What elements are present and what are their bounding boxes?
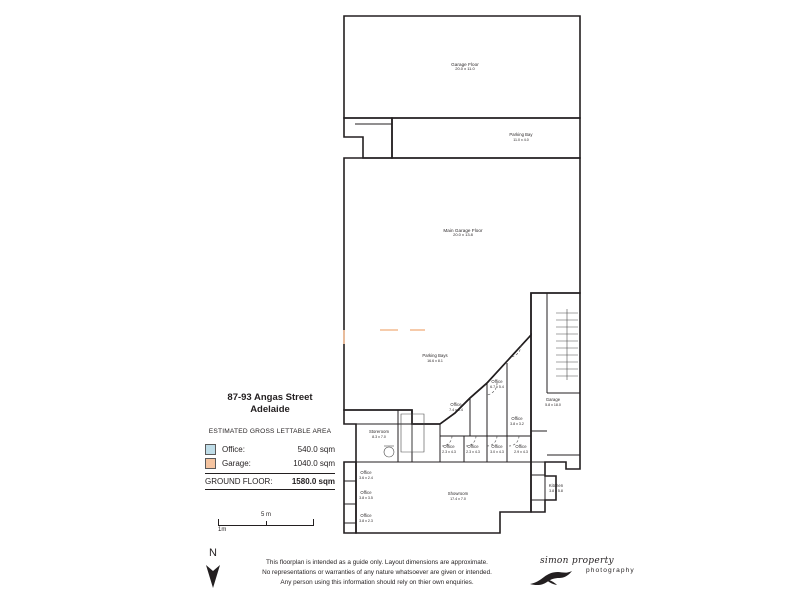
title-legend-block	[205, 392, 335, 490]
legend-label-garage: Garage:	[222, 458, 251, 468]
area-parking-bay	[392, 118, 580, 158]
room-name: Garage Floor	[451, 62, 479, 67]
disclaimer-line-1: This floorplan is intended as a guide only. Layout dimensions are approximate.	[266, 559, 488, 566]
logo-script-text: simon property	[540, 556, 614, 566]
address-line-2: Adelaide	[250, 403, 290, 415]
room-dimensions: 3.8 x 3.2	[510, 421, 524, 426]
ground-floor-total	[205, 473, 335, 490]
room-name: Main Garage Floor	[443, 228, 483, 233]
north-letter: N	[209, 547, 217, 559]
room-name: Office	[360, 513, 372, 518]
disclaimer-line-2: No representations or warranties of any nature whatsoever are given or intended.	[262, 568, 492, 576]
room-name: Parking Bay	[509, 132, 533, 137]
legend-rows	[205, 444, 335, 469]
room-dimensions: 20.0 x 13.8	[453, 232, 473, 238]
room-dimensions: 6.7 x 5.4	[490, 384, 504, 389]
room-name: Office	[360, 490, 372, 495]
room-name: Garage	[545, 397, 561, 402]
room-name: Office	[491, 444, 503, 449]
room-name: Office	[467, 444, 479, 449]
scale-bottom-label: 1m	[218, 527, 227, 533]
room-dimensions: 7.4 x 5.4	[449, 407, 463, 412]
legend-row-office	[205, 444, 335, 455]
room-name: Office	[491, 379, 503, 384]
room-name: Office	[511, 416, 523, 421]
photographer-logo	[528, 556, 638, 594]
address-line-1: 87-93 Angas Street	[227, 392, 313, 403]
room-name: Office	[360, 470, 372, 475]
room-dimensions: 16.6 x 8.1	[427, 358, 443, 363]
disclaimer-text	[212, 558, 542, 588]
room-dimensions: 3.8 x 3.5	[359, 495, 373, 500]
area-main-garage-floor	[344, 158, 580, 424]
room-name: Storeroom	[369, 429, 389, 434]
room-dimensions: 3.8 x 5.8	[549, 488, 563, 493]
legend-label-office: Office:	[222, 444, 245, 454]
legend-value-office: 540.0 sqm	[297, 444, 335, 454]
room-dimensions: 2.3 x 4.3	[466, 449, 480, 454]
room-dimensions: 11.0 x 4.0	[513, 137, 529, 142]
room-name: Showroom	[447, 491, 469, 496]
room-dimensions: 3.8 x 2.3	[359, 518, 373, 523]
office-color-swatch	[205, 444, 216, 455]
scale-top-label: 5 m	[260, 512, 271, 518]
area-office-left-stack	[344, 462, 356, 533]
area-office-main-block	[344, 335, 531, 533]
room-name: Parking Bays	[422, 353, 448, 358]
legend-value-garage: 1040.0 sqm	[293, 458, 335, 468]
legend-row-garage	[205, 458, 335, 469]
room-name: Kitchen	[548, 483, 564, 488]
room-dimensions: 8.3 x 7.0	[372, 434, 386, 439]
gla-caption: ESTIMATED GROSS LETTABLE AREA	[208, 427, 332, 435]
room-dimensions: 17.4 x 7.0	[450, 496, 466, 501]
room-dimensions: 2.3 x 4.3	[442, 449, 456, 454]
room-dimensions: 3.0 x 4.3	[490, 449, 504, 454]
area-office-right-wing	[531, 293, 580, 512]
internal-walls	[344, 118, 580, 533]
scale-bar-graphic	[218, 519, 314, 526]
room-name: Office	[443, 444, 455, 449]
disclaimer-line-3: Any person using this information should rely on thier own enquiries.	[280, 578, 474, 586]
total-value: 1580.0 sqm	[291, 476, 335, 486]
scale-bar-midtick	[266, 521, 267, 525]
room-dimensions: 2.9 x 4.3	[514, 449, 528, 454]
room-dimensions: 3.6 x 2.4	[359, 475, 373, 480]
total-label: GROUND FLOOR:	[205, 476, 273, 486]
logo-sub-text: photography	[586, 567, 635, 574]
bird-icon	[528, 568, 574, 588]
room-name: Office	[515, 444, 527, 449]
room-dimensions: 5.8 x 18.0	[545, 402, 561, 407]
room-dimensions: 20.0 x 11.0	[455, 66, 475, 72]
scale-bar	[218, 512, 314, 533]
room-name: Office	[450, 402, 462, 407]
property-address	[205, 392, 335, 416]
area-garage-floor	[344, 16, 580, 118]
garage-color-swatch	[205, 458, 216, 469]
